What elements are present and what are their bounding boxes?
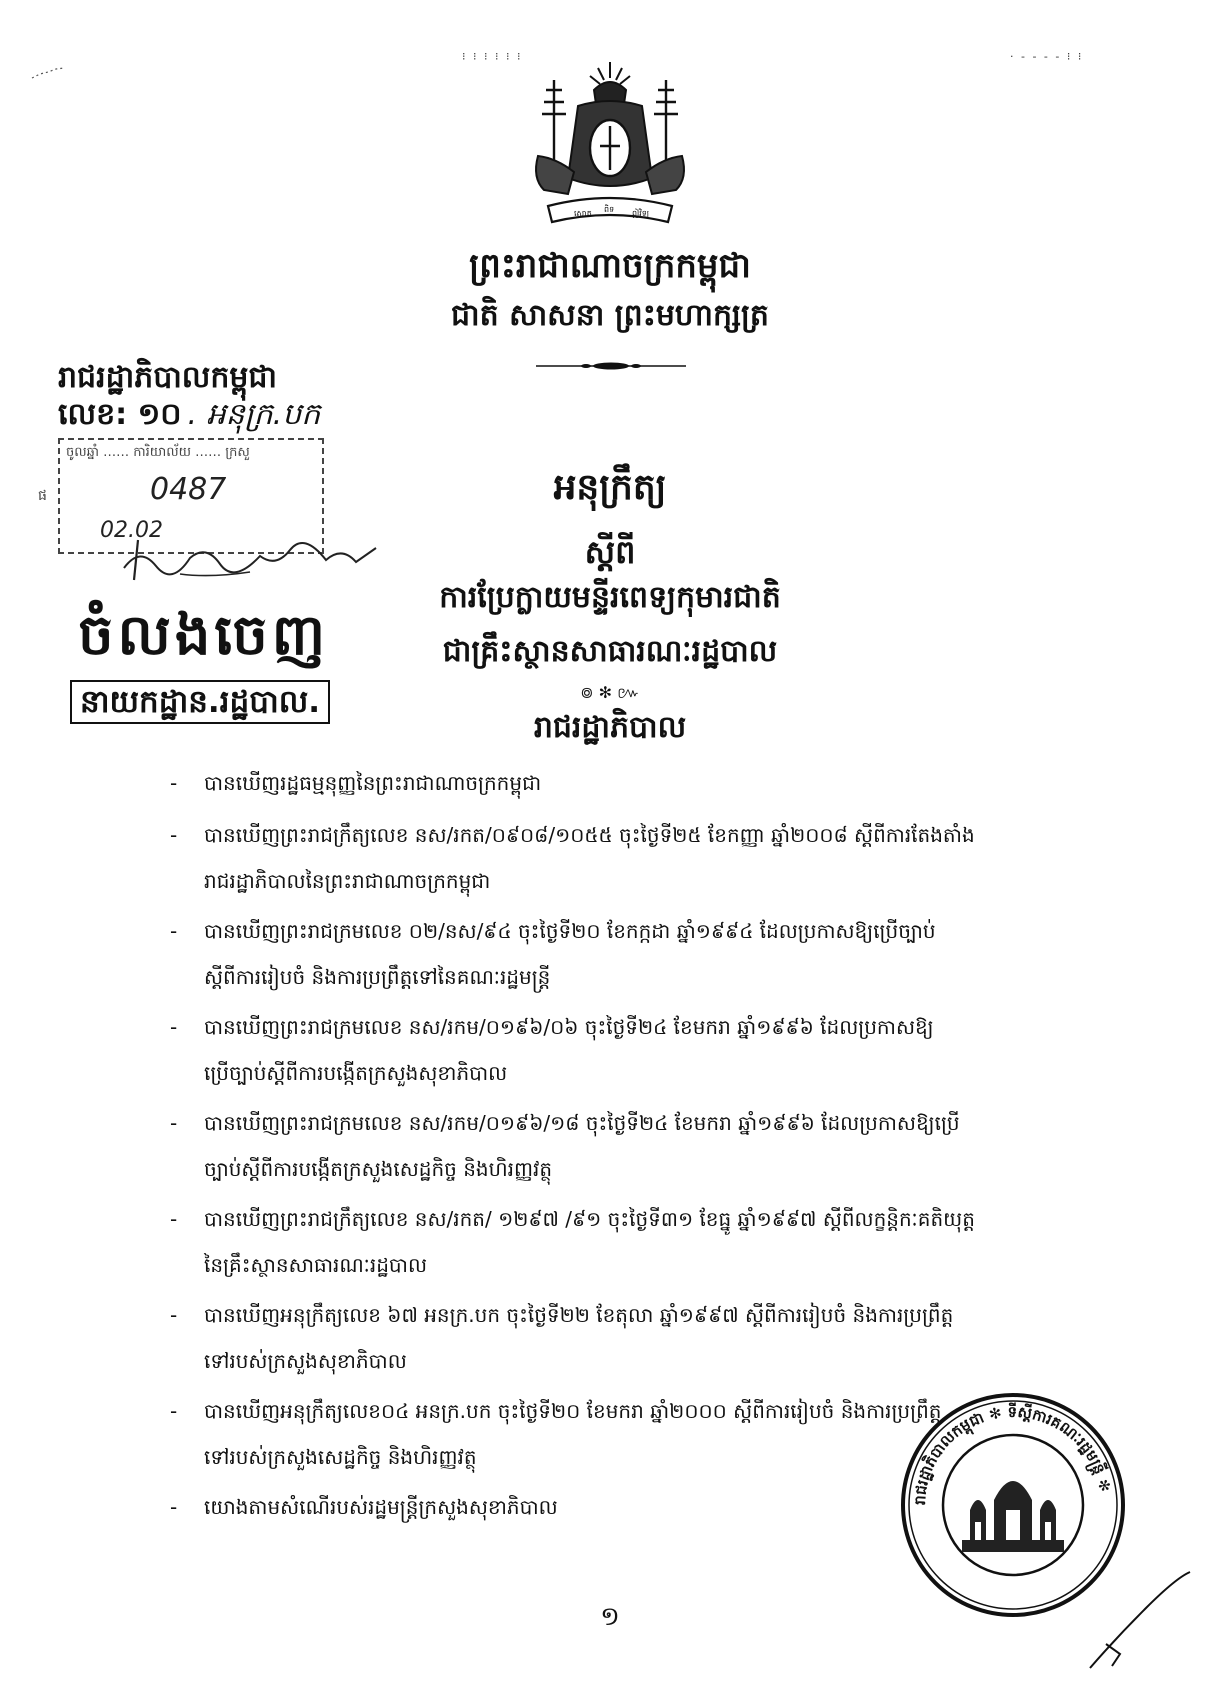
motto-divider-ornament <box>536 360 686 372</box>
clause-line-1: បានឃើញអនុក្រឹត្យលេខ០៤ អនក្រ.បក ចុះថ្ងៃទី២០ ខែមករា ឆ្នាំ២០០០ ស្តីពីការរៀបចំ និងការប្រព្រឹត្ត <box>204 1399 942 1423</box>
clause-line-2: ប្រើច្បាប់ស្តីពីការបង្កើតក្រសួងសុខាភិបាល <box>204 1061 508 1085</box>
clause-item <box>170 1004 1100 1096</box>
issuer-heading: រាជរដ្ឋាភិបាល <box>533 710 687 745</box>
receipt-stamp-side-mark: ផ <box>38 488 47 504</box>
kingdom-title: ព្រះរាជាណាចក្រកម្ពុជា <box>469 246 751 286</box>
coat-of-arms-ribbon-text-left: សោភ <box>574 209 592 218</box>
clause-dash: - <box>170 1495 178 1519</box>
royal-coat-of-arms-emblem <box>528 60 692 232</box>
clause-line-1: បានឃើញព្រះរាជក្រឹត្យលេខ នស/រកត/០៩០៨/១០៥៥ ចុះថ្ងៃទី២៥ ខែកញ្ញា ឆ្នាំ២០០៨ ស្តីពីការតែងតាំង <box>204 823 975 847</box>
receipt-stamp <box>38 438 324 554</box>
copy-stamp-department: នាយកដ្ឋាន.រដ្ឋបាល. <box>70 680 330 724</box>
corner-scan-mark <box>30 66 66 80</box>
clause-item <box>170 1196 1100 1288</box>
clause-dash: - <box>170 1399 178 1423</box>
clause-dash: - <box>170 823 178 847</box>
top-scan-mark-right: · ‑ ‑ ‑ ‑ ⁝ ⁝ <box>1010 50 1084 63</box>
clause-item <box>170 908 1100 1000</box>
reference-number: . អនុក្រ.បក <box>187 397 321 432</box>
clause-line-1: បានឃើញព្រះរាជក្រមលេខ ០២/នស/៩៤ ចុះថ្ងៃទី២០ ខែកក្កដា ឆ្នាំ១៩៩៤ ដែលប្រកាសឱ្យប្រើច្បាប់ <box>204 919 936 943</box>
kingdom-motto: ជាតិ សាសនា ព្រះមហាក្សត្រ <box>451 298 769 333</box>
clause-line-1: បានឃើញព្រះរាជក្រមលេខ នស/រកម/០១៩៦/១៨ ចុះថ្ងៃទី២៤ ខែមករា ឆ្នាំ១៩៩៦ ដែលប្រកាសឱ្យប្រើ <box>204 1111 960 1135</box>
top-scan-mark-left: ⁝ ⁝ ⁝ ⁝ ⁝ ⁝ <box>462 50 523 63</box>
decree-subject-line-1: ការប្រែក្លាយមន្ទីរពេទ្យកុមារជាតិ <box>439 580 781 615</box>
signature-mark <box>1086 1568 1196 1678</box>
seal-outer-text: រាជរដ្ឋាភិបាលកម្ពុជា ✻ ទីស្តីការគណៈរដ្ឋមន្ត្រី ✻ <box>910 1402 1115 1506</box>
decree-subject-line-2: ជាគ្រឹះស្ថានសាធារណៈរដ្ឋបាល <box>442 634 778 669</box>
clause-dash: - <box>170 1111 178 1135</box>
clause-line-2: ច្បាប់ស្តីពីការបង្កើតក្រសួងសេដ្ឋកិច្ច និងហិរញ្ញវត្ថុ <box>204 1157 553 1181</box>
coat-of-arms-ribbon-text-center: ពិទ <box>604 205 615 214</box>
section-ornament: ៙ ✻ ៚ <box>580 683 640 702</box>
page-number: ១ <box>600 1602 620 1632</box>
clause-line-2: ទៅរបស់ក្រសួងសេដ្ឋកិច្ច និងហិរញ្ញវត្ថុ <box>204 1445 477 1469</box>
reference-number-line <box>58 395 320 439</box>
coat-of-arms-ribbon-text-right: ឦវិឡ <box>632 209 649 218</box>
clause-line-2: នៃគ្រឹះស្ថានសាធារណៈរដ្ឋបាល <box>204 1253 427 1277</box>
clause-item <box>170 1292 1100 1384</box>
clause-line-1: បានឃើញរដ្ឋធម្មនុញ្ញនៃព្រះរាជាណាចក្រកម្ពុជា <box>204 771 542 795</box>
copy-issued-stamp: ចំលងចេញ <box>78 603 330 668</box>
clause-line-1: បានឃើញព្រះរាជក្រឹត្យលេខ នស/រកត/ ១២៩៧ /៩១ ចុះថ្ងៃទី៣១ ខែធ្នូ ឆ្នាំ១៩៩៧ ស្តីពីលក្ខន្តិកៈគតិយុត្ត <box>204 1207 975 1231</box>
clause-item <box>170 760 1100 806</box>
clause-dash: - <box>170 1015 178 1039</box>
clause-dash: - <box>170 1207 178 1231</box>
clause-item <box>170 1100 1100 1192</box>
clause-dash: - <box>170 771 178 795</box>
clause-dash: - <box>170 1303 178 1327</box>
handwritten-annotation-scribble <box>120 538 380 582</box>
clause-dash: - <box>170 919 178 943</box>
decree-on-label: ស្តីពី <box>584 533 636 571</box>
clause-line-1: បានឃើញអនុក្រឹត្យលេខ ៦៧ អនក្រ.បក ចុះថ្ងៃទី២២ ខែតុលា ឆ្នាំ១៩៩៧ ស្តីពីការរៀបចំ និងការប្រព្រឹត្ត <box>204 1303 954 1327</box>
clause-line-2: រាជរដ្ឋាភិបាលនៃព្រះរាជាណាចក្រកម្ពុជា <box>204 869 491 893</box>
receipt-stamp-header: ចូលឆ្នាំ …… ការិយាល័យ …… ក្រសួ <box>66 445 250 460</box>
clause-line-2: ស្តីពីការរៀបចំ និងការប្រព្រឹត្តទៅនៃគណៈរដ្ឋមន្ត្រី <box>204 965 551 989</box>
receipt-date: 02.02 <box>100 518 163 543</box>
government-name: រាជរដ្ឋាភិបាលកម្ពុជា <box>58 360 277 395</box>
clause-item <box>170 812 1100 904</box>
clause-line-2: ទៅរបស់ក្រសួងសុខាភិបាល <box>204 1349 407 1373</box>
reference-label: លេខ: ១០ <box>58 397 182 432</box>
clause-line-1: បានឃើញព្រះរាជក្រមលេខ នស/រកម/០១៩៦/០៦ ចុះថ្ងៃទី២៤ ខែមករា ឆ្នាំ១៩៩៦ ដែលប្រកាសឱ្យ <box>204 1015 934 1039</box>
clause-line-1: យោងតាមសំណើរបស់រដ្ឋមន្ត្រីក្រសួងសុខាភិបាល <box>204 1495 558 1519</box>
receipt-number: 0487 <box>150 472 227 507</box>
decree-type-heading: អនុក្រឹត្យ <box>553 467 667 508</box>
